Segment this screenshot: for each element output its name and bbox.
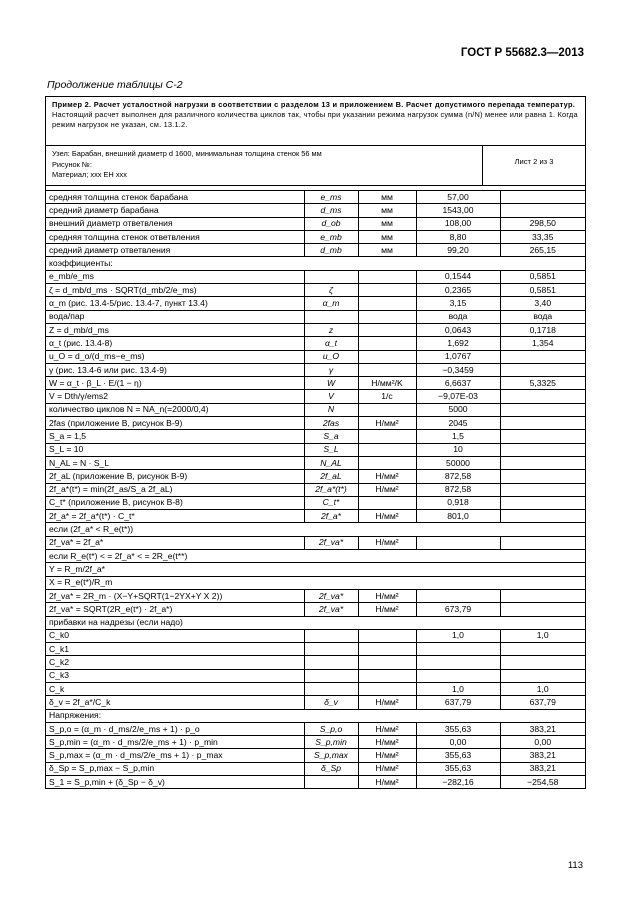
cell-c4: 673,79	[416, 603, 500, 616]
table-row	[46, 297, 585, 310]
cell-c1: C_k	[46, 682, 304, 695]
cell-c3: Н/мм²	[358, 536, 416, 549]
example-title: Пример 2. Расчет усталостной нагрузки в соответствии с разделом 13 и приложением В. Расчет допустимого перепада температур.	[52, 100, 576, 109]
cell-c5	[500, 363, 585, 376]
table-row	[46, 656, 585, 669]
cell-c4: 50000	[416, 456, 500, 469]
table-row	[46, 390, 585, 403]
cell-c5: 0,1718	[500, 323, 585, 336]
cell-c4: 0,00	[416, 736, 500, 749]
table-row	[46, 483, 585, 496]
page-number: 113	[567, 860, 583, 871]
cell-c3: Н/мм²	[358, 589, 416, 602]
cell-c1: S_p,max = (α_m · d_ms/2/e_ms + 1) · p_max	[46, 749, 304, 762]
table-row	[46, 496, 585, 509]
cell-c4	[416, 656, 500, 669]
sheet-number: Лист 2 из 3	[514, 157, 554, 166]
cell-c3	[358, 496, 416, 509]
cell-c5	[500, 403, 585, 416]
cell-c3	[358, 350, 416, 363]
cell-c4: 801,0	[416, 510, 500, 523]
cell-c2	[304, 656, 358, 669]
cell-c2: N	[304, 403, 358, 416]
cell-c5	[500, 603, 585, 616]
cell-c2: 2f_va*	[304, 536, 358, 549]
cell-c3	[358, 430, 416, 443]
cell-c1: S_1 = S_p,min + (δ_Sp − δ_v)	[46, 776, 304, 789]
cell-c1: C_t* (приложение В, рисунок В-8)	[46, 496, 304, 509]
cell-c3	[358, 443, 416, 456]
cell-c2: e_mb	[304, 230, 358, 243]
cell-c1: α_t (рис. 13.4-8)	[46, 337, 304, 350]
table-row	[46, 470, 585, 483]
cell-c5: 5,3325	[500, 377, 585, 390]
cell-c2: γ	[304, 363, 358, 376]
table-row	[46, 244, 585, 257]
table-row	[46, 563, 585, 576]
cell-c1: δ_v = 2f_a*/C_k	[46, 696, 304, 709]
cell-c3	[358, 297, 416, 310]
cell-c1: 2f_va* = 2R_m · (X−Y+SQRT(1−2YX+Y X 2))	[46, 589, 304, 602]
table-row	[46, 217, 585, 230]
cell-c4: 108,00	[416, 217, 500, 230]
cell-c2: S_p,o	[304, 722, 358, 735]
table-row	[46, 589, 585, 602]
cell-c4	[416, 536, 500, 549]
cell-c2: V	[304, 390, 358, 403]
cell-c5: 383,21	[500, 722, 585, 735]
cell-c1: количество циклов N = NA_n(=2000/0,4)	[46, 403, 304, 416]
table-row	[46, 603, 585, 616]
table-row	[46, 230, 585, 243]
cell-c2: α_m	[304, 297, 358, 310]
cell-c2	[304, 643, 358, 656]
cell-c1: S_a = 1,5	[46, 430, 304, 443]
cell-c1: ζ = d_mb/d_ms · SQRT(d_mb/2/e_ms)	[46, 284, 304, 297]
cell-c4	[416, 589, 500, 602]
table-row	[46, 576, 585, 589]
cell-c5: −254,58	[500, 776, 585, 789]
cell-c5	[500, 536, 585, 549]
cell-c3: Н/мм²	[358, 696, 416, 709]
cell-c4: 0,0643	[416, 323, 500, 336]
table-row	[46, 257, 585, 270]
cell-c4: 1,0	[416, 629, 500, 642]
cell-c5: 298,50	[500, 217, 585, 230]
cell-c3	[358, 284, 416, 297]
cell-c2: d_mb	[304, 244, 358, 257]
cell-c4: 1543,00	[416, 204, 500, 217]
cell-c2: S_L	[304, 443, 358, 456]
cell-c3	[358, 363, 416, 376]
cell-c5	[500, 443, 585, 456]
table-row	[46, 337, 585, 350]
cell-c2	[304, 776, 358, 789]
cell-c2	[304, 270, 358, 283]
table-row	[46, 377, 585, 390]
cell-c3: Н/мм²	[358, 749, 416, 762]
cell-c4: 0,2365	[416, 284, 500, 297]
cell-c2	[304, 669, 358, 682]
cell-c4: −9,07E-03	[416, 390, 500, 403]
node-description: Узел: Барабан, внешний диаметр d 1600, минимальная толщина стенок 56 мм	[52, 149, 322, 158]
cell-c1: C_k2	[46, 656, 304, 669]
cell-c5: 1,354	[500, 337, 585, 350]
cell-c2: S_a	[304, 430, 358, 443]
table-row	[46, 736, 585, 749]
cell-c4: 3,15	[416, 297, 500, 310]
figure-number: Рисунок №:	[52, 159, 92, 169]
cell-c4: 637,79	[416, 696, 500, 709]
cell-c1: средний диаметр барабана	[46, 204, 304, 217]
example-block	[46, 97, 585, 146]
cell-c1: S_p,min = (α_m · d_ms/2/e_ms + 1) · p_min	[46, 736, 304, 749]
cell-c1: 2f_a*(t*) = min(2f_as/S_a 2f_aL)	[46, 483, 304, 496]
cell-c2: S_p,max	[304, 749, 358, 762]
cell-c5: 383,21	[500, 762, 585, 775]
cell-c3: Н/мм²	[358, 510, 416, 523]
table-row	[46, 749, 585, 762]
table-row	[46, 456, 585, 469]
cell-c3	[358, 310, 416, 323]
table-row	[46, 682, 585, 695]
cell-c1: коэффициенты:	[46, 257, 585, 270]
cell-c5	[500, 430, 585, 443]
cell-c3	[358, 643, 416, 656]
table-row	[46, 643, 585, 656]
cell-c1: если R_e(t*) < = 2f_a* < = 2R_e(t**)	[46, 550, 585, 563]
cell-c4: 1,0	[416, 682, 500, 695]
cell-c5: вода	[500, 310, 585, 323]
table-row	[46, 696, 585, 709]
example-text: Настоящий расчет выполнен для различного количества циклов так, чтобы при указании режима нагрузок сумма (n/N) менее или равна 1. Когда режим нагрузок не указан, см. 13.1.2.	[52, 110, 578, 129]
cell-c3: 1/с	[358, 390, 416, 403]
cell-c4: 99,20	[416, 244, 500, 257]
cell-c2: 2f_aL	[304, 470, 358, 483]
table-row	[46, 350, 585, 363]
cell-c4: 872,58	[416, 470, 500, 483]
cell-c2: d_ob	[304, 217, 358, 230]
cell-c1: 2f_aL (приложение В, рисунок В-9)	[46, 470, 304, 483]
cell-c5	[500, 510, 585, 523]
cell-c3: мм	[358, 230, 416, 243]
cell-c2: N_AL	[304, 456, 358, 469]
cell-c5: 637,79	[500, 696, 585, 709]
cell-c5	[500, 483, 585, 496]
cell-c1: C_k0	[46, 629, 304, 642]
cell-c5: 0,5851	[500, 270, 585, 283]
cell-c4: 6,6637	[416, 377, 500, 390]
cell-c4: 0,1544	[416, 270, 500, 283]
cell-c5	[500, 496, 585, 509]
cell-c1: N_AL = N · S_L	[46, 456, 304, 469]
cell-c3	[358, 682, 416, 695]
cell-c3	[358, 270, 416, 283]
cell-c1: средняя толщина стенок ответвления	[46, 230, 304, 243]
cell-c5: 0,5851	[500, 284, 585, 297]
cell-c1: γ (рис. 13.4-6 или рис. 13.4-9)	[46, 363, 304, 376]
table-row	[46, 417, 585, 430]
cell-c1: Y = R_m/2f_a*	[46, 563, 585, 576]
cell-c1: S_L = 10	[46, 443, 304, 456]
cell-c4: −0,3459	[416, 363, 500, 376]
cell-c3	[358, 323, 416, 336]
info-block	[46, 146, 585, 186]
cell-c1: внешний диаметр ответвления	[46, 217, 304, 230]
calculation-table-frame	[45, 96, 586, 789]
cell-c1: 2f_va* = SQRT(2R_e(t*) · 2f_a*)	[46, 603, 304, 616]
cell-c1: W = α_t · β_L · E/(1 − η)	[46, 377, 304, 390]
cell-c3: мм	[358, 217, 416, 230]
cell-c2: 2f_va*	[304, 589, 358, 602]
cell-c1: α_m (рис. 13.4-5/рис. 13.4-7, пункт 13.4)	[46, 297, 304, 310]
table-row	[46, 363, 585, 376]
table-continuation-caption: Продолжение таблицы С-2	[47, 79, 183, 91]
table-row	[46, 204, 585, 217]
cell-c4: 1,692	[416, 337, 500, 350]
cell-c3: мм	[358, 191, 416, 204]
cell-c4: 2045	[416, 417, 500, 430]
table-row	[46, 722, 585, 735]
table-row	[46, 709, 585, 722]
cell-c5: 1,0	[500, 682, 585, 695]
cell-c3: Н/мм²	[358, 722, 416, 735]
cell-c3	[358, 629, 416, 642]
cell-c5: 0,00	[500, 736, 585, 749]
cell-c1: 2f_a* = 2f_a*(t*) · C_t*	[46, 510, 304, 523]
cell-c3: Н/мм²	[358, 470, 416, 483]
info-left	[46, 146, 483, 185]
table-row	[46, 323, 585, 336]
cell-c5: 265,15	[500, 244, 585, 257]
cell-c3: Н/мм²	[358, 603, 416, 616]
cell-c4: 1,5	[416, 430, 500, 443]
cell-c2	[304, 629, 358, 642]
cell-c1: S_p,o = (α_m · d_ms/2/e_ms + 1) · p_o	[46, 722, 304, 735]
table-row	[46, 616, 585, 629]
cell-c3	[358, 403, 416, 416]
table-row	[46, 629, 585, 642]
cell-c2	[304, 682, 358, 695]
cell-c1: C_k1	[46, 643, 304, 656]
cell-c5	[500, 656, 585, 669]
table-row	[46, 510, 585, 523]
cell-c1: V = Dth/γ/ems2	[46, 390, 304, 403]
cell-c1: прибавки на надрезы (если надо)	[46, 616, 585, 629]
cell-c3	[358, 337, 416, 350]
cell-c2: u_O	[304, 350, 358, 363]
cell-c3: Н/мм²	[358, 736, 416, 749]
table-row	[46, 270, 585, 283]
cell-c5	[500, 669, 585, 682]
cell-c2: e_ms	[304, 191, 358, 204]
material: Материал; xxx EH xxx	[52, 170, 127, 180]
cell-c5	[500, 470, 585, 483]
table-row	[46, 550, 585, 563]
cell-c5	[500, 589, 585, 602]
cell-c2: δ_Sp	[304, 762, 358, 775]
cell-c3	[358, 456, 416, 469]
cell-c1: если (2f_a* < R_e(t*))	[46, 523, 585, 536]
cell-c2	[304, 310, 358, 323]
cell-c2: 2fas	[304, 417, 358, 430]
cell-c4: 355,63	[416, 762, 500, 775]
cell-c2: ζ	[304, 284, 358, 297]
cell-c2: W	[304, 377, 358, 390]
cell-c1: 2f_va* = 2f_a*	[46, 536, 304, 549]
cell-c3: мм	[358, 204, 416, 217]
cell-c5: 3,40	[500, 297, 585, 310]
table-row	[46, 191, 585, 204]
cell-c4: 1,0767	[416, 350, 500, 363]
cell-c4: 5000	[416, 403, 500, 416]
cell-c3: Н/мм²	[358, 776, 416, 789]
calculation-table	[46, 191, 585, 788]
cell-c2: d_ms	[304, 204, 358, 217]
cell-c4: −282,16	[416, 776, 500, 789]
cell-c5	[500, 350, 585, 363]
cell-c5: 1,0	[500, 629, 585, 642]
cell-c1: X = R_e(t*)/R_m	[46, 576, 585, 589]
table-row	[46, 536, 585, 549]
cell-c5	[500, 204, 585, 217]
cell-c1: e_mb/e_ms	[46, 270, 304, 283]
cell-c3: мм	[358, 244, 416, 257]
cell-c5	[500, 390, 585, 403]
table-row	[46, 403, 585, 416]
cell-c1: вода/пар	[46, 310, 304, 323]
cell-c3: Н/мм²	[358, 417, 416, 430]
cell-c3	[358, 656, 416, 669]
cell-c4	[416, 643, 500, 656]
table-row	[46, 523, 585, 536]
cell-c5	[500, 417, 585, 430]
cell-c2: 2f_a*	[304, 510, 358, 523]
cell-c1: C_k3	[46, 669, 304, 682]
cell-c2: 2f_a*(t*)	[304, 483, 358, 496]
cell-c4: 8,80	[416, 230, 500, 243]
cell-c5	[500, 643, 585, 656]
cell-c3: Н/мм²	[358, 762, 416, 775]
cell-c5: 383,21	[500, 749, 585, 762]
cell-c2: δ_v	[304, 696, 358, 709]
cell-c2: S_p,min	[304, 736, 358, 749]
cell-c4	[416, 669, 500, 682]
table-row	[46, 669, 585, 682]
table-row	[46, 776, 585, 789]
cell-c5	[500, 191, 585, 204]
cell-c1: 2fas (приложение В, рисунок В-9)	[46, 417, 304, 430]
cell-c5	[500, 456, 585, 469]
cell-c4: 57,00	[416, 191, 500, 204]
cell-c1: Z = d_mb/d_ms	[46, 323, 304, 336]
cell-c3: Н/мм²/K	[358, 377, 416, 390]
standard-number: ГОСТ Р 55682.3—2013	[460, 47, 584, 59]
cell-c1: средний диаметр ответвления	[46, 244, 304, 257]
cell-c3	[358, 669, 416, 682]
table-row	[46, 443, 585, 456]
cell-c2: 2f_va*	[304, 603, 358, 616]
cell-c4: вода	[416, 310, 500, 323]
cell-c1: Напряжения:	[46, 709, 585, 722]
cell-c1: u_O = d_o/(d_ms−e_ms)	[46, 350, 304, 363]
cell-c5: 33,35	[500, 230, 585, 243]
cell-c4: 0,918	[416, 496, 500, 509]
cell-c2: α_t	[304, 337, 358, 350]
cell-c4: 872,58	[416, 483, 500, 496]
table-row	[46, 430, 585, 443]
table-row	[46, 762, 585, 775]
cell-c3: Н/мм²	[358, 483, 416, 496]
cell-c1: средняя толщина стенок барабана	[46, 191, 304, 204]
cell-c4: 355,63	[416, 722, 500, 735]
table-row	[46, 284, 585, 297]
cell-c2: z	[304, 323, 358, 336]
cell-c4: 355,63	[416, 749, 500, 762]
cell-c4: 10	[416, 443, 500, 456]
cell-c2: C_t*	[304, 496, 358, 509]
table-row	[46, 310, 585, 323]
cell-c1: δ_Sp = S_p,max − S_p,min	[46, 762, 304, 775]
